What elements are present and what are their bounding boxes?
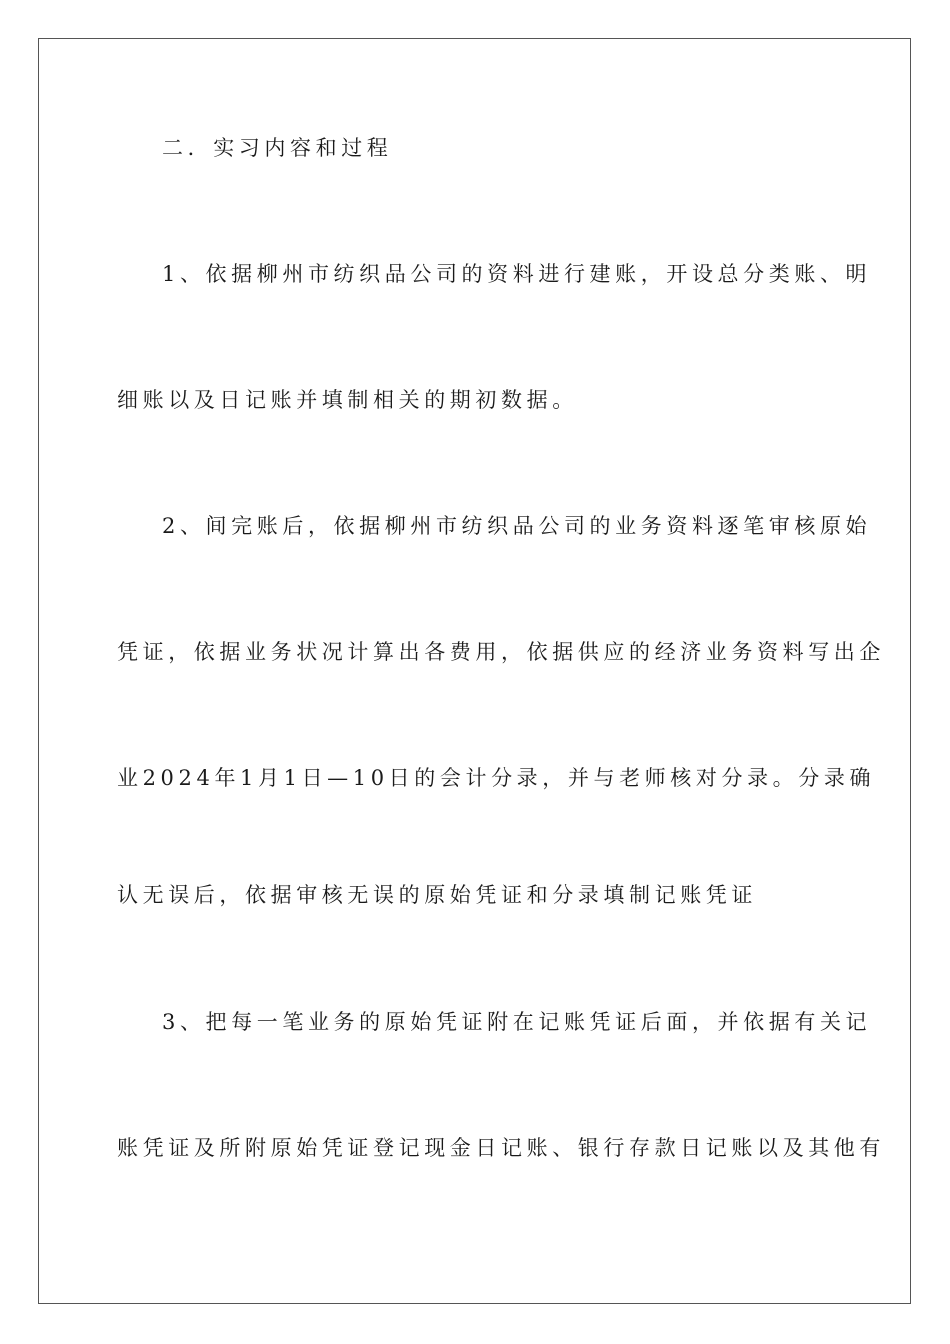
paragraph-3-line-2: 账凭证及所附原始凭证登记现金日记账、银行存款日记账以及其他有 — [117, 1136, 885, 1160]
paragraph-2-line-4: 认无误后，依据审核无误的原始凭证和分录填制记账凭证 — [117, 883, 757, 907]
paragraph-2-line-3: 业2024年1月1日—10日的会计分录，并与老师核对分录。分录确 — [117, 766, 876, 790]
paragraph-2-line-1: 2、间完账后，依据柳州市纺织品公司的业务资料逐笔审核原始 — [162, 514, 872, 538]
paragraph-2-line-2: 凭证，依据业务状况计算出各费用，依据供应的经济业务资料写出企 — [117, 640, 885, 664]
page-frame — [38, 38, 911, 1304]
section-heading: 二．实习内容和过程 — [162, 136, 393, 160]
paragraph-1-line-2: 细账以及日记账并填制相关的期初数据。 — [117, 388, 578, 412]
paragraph-3-line-1: 3、把每一笔业务的原始凭证附在记账凭证后面，并依据有关记 — [162, 1010, 872, 1034]
paragraph-1-line-1: 1、依据柳州市纺织品公司的资料进行建账，开设总分类账、明 — [162, 262, 872, 286]
